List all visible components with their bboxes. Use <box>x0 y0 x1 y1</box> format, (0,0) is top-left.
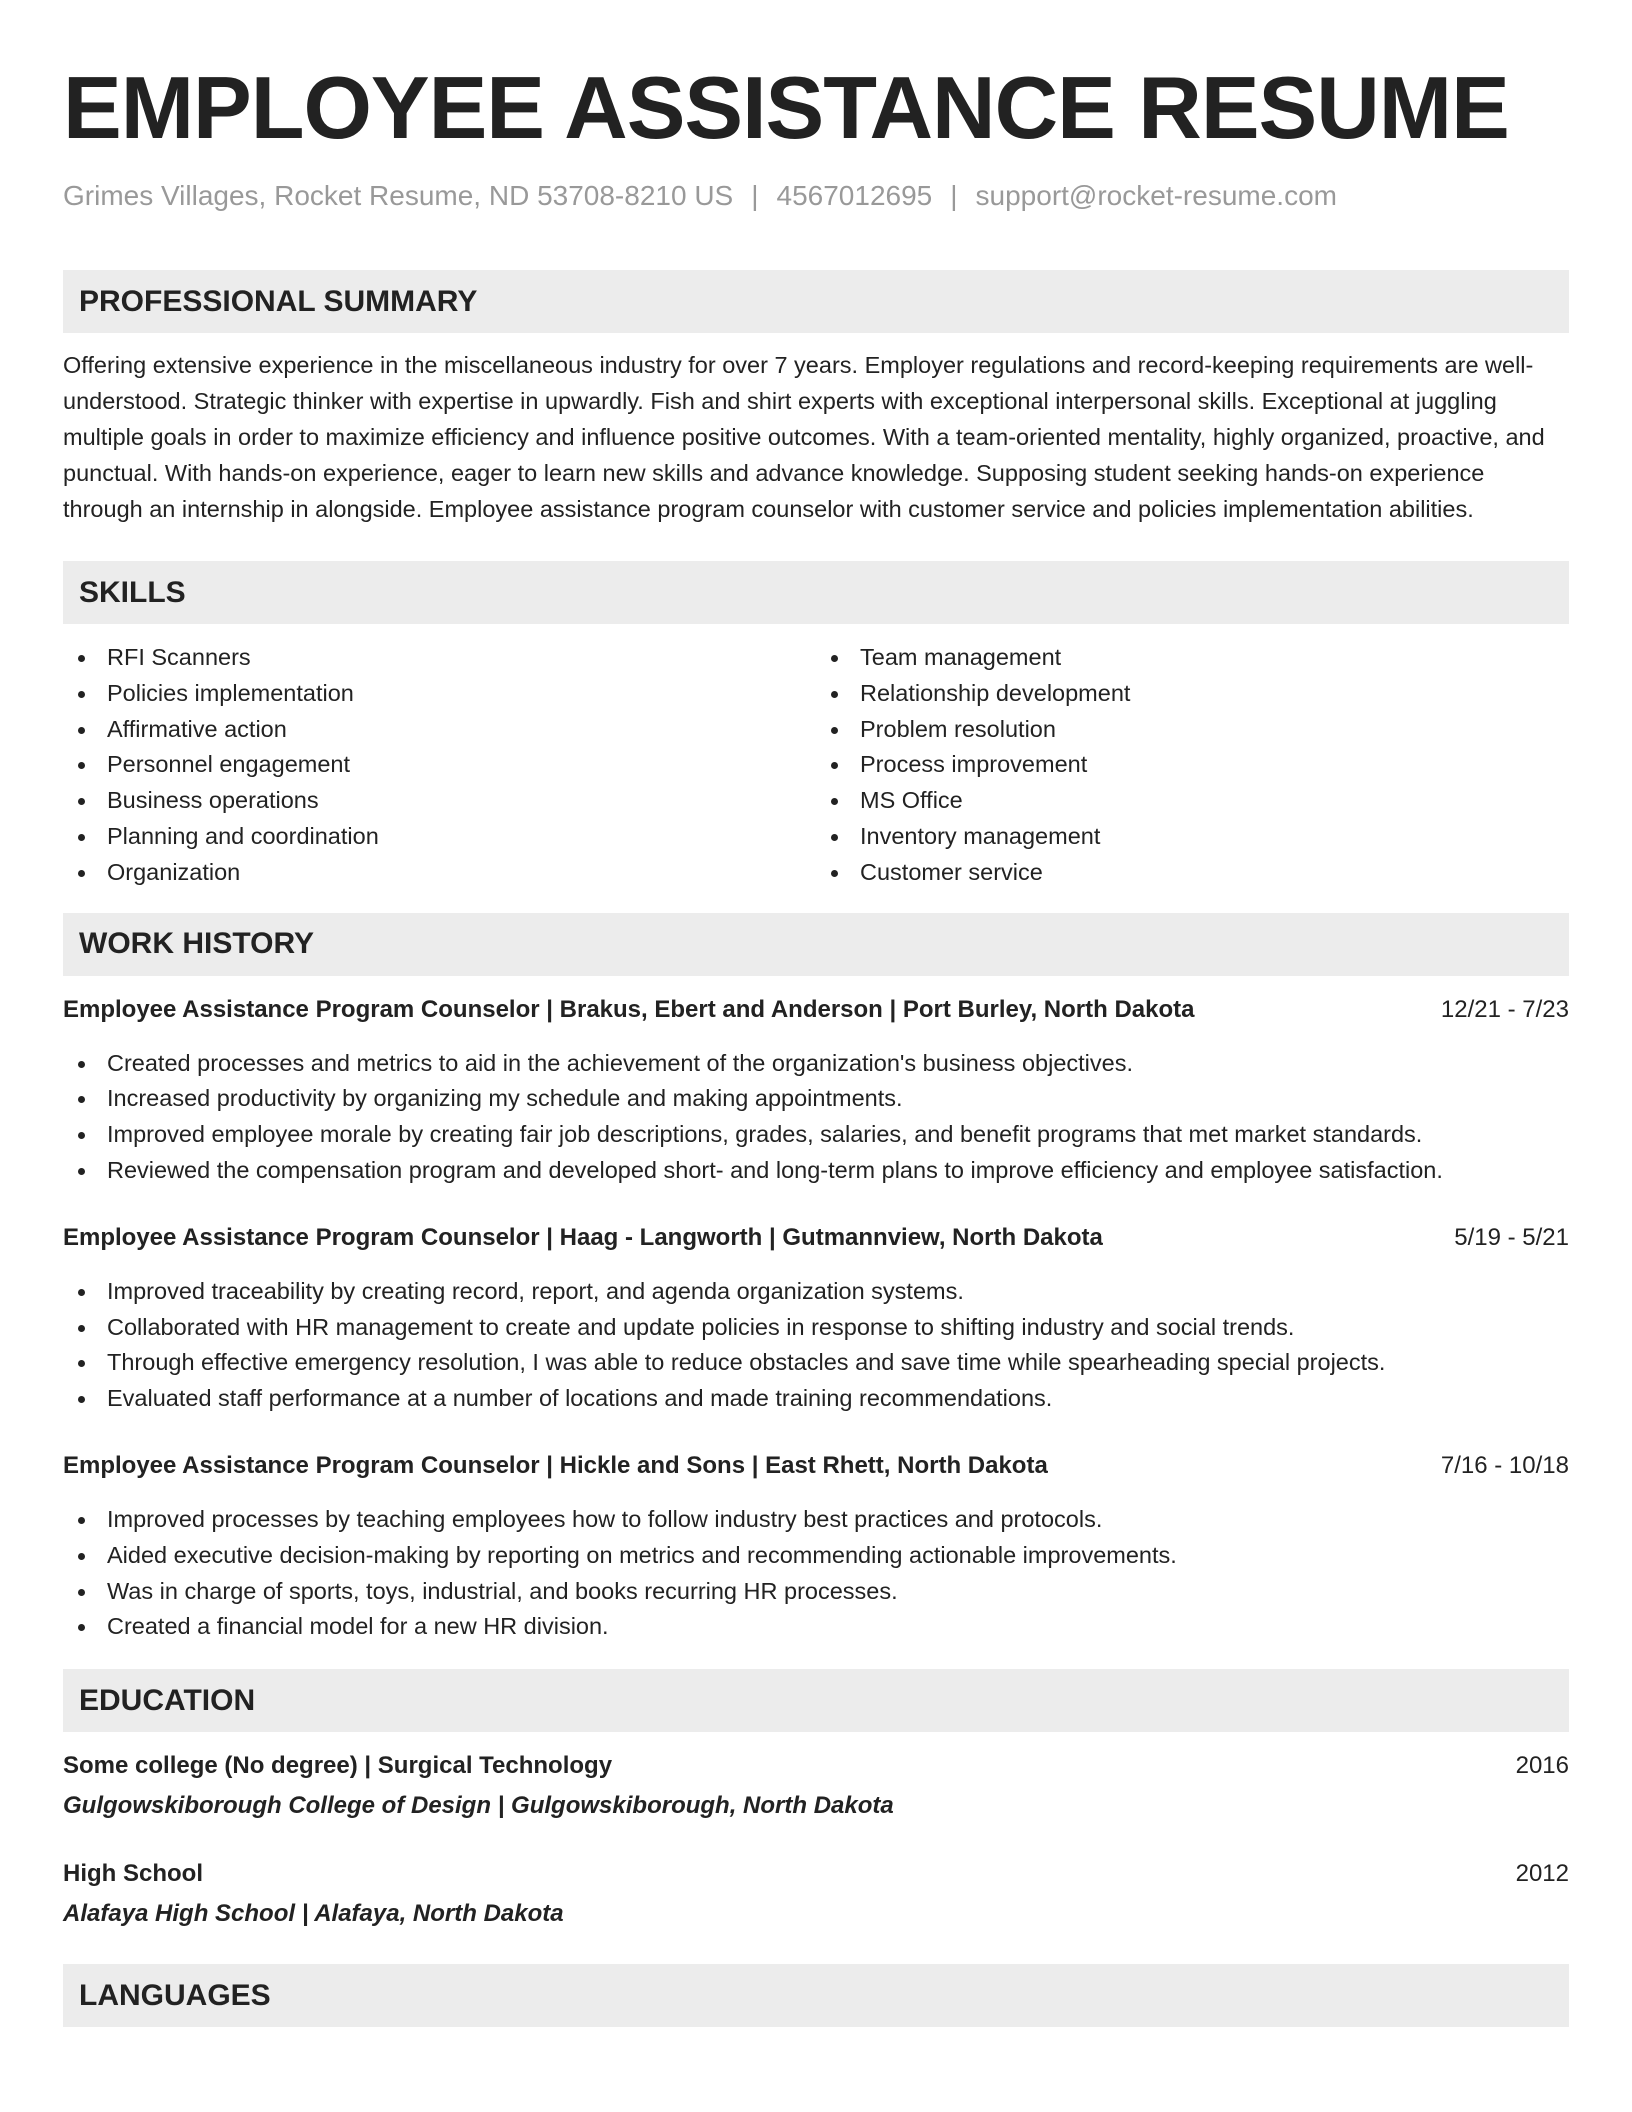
job-bullet: Through effective emergency resolution, I was able to reduce obstacles and save time while spearheading special projects. <box>63 1345 1569 1381</box>
skill-item: Relationship development <box>816 676 1569 712</box>
job-title: Employee Assistance Program Counselor | Brakus, Ebert and Anderson | Port Burley, North Dakota <box>63 995 1195 1023</box>
education-year: 2016 <box>1515 1752 1569 1780</box>
job-bullets <box>63 1274 1569 1417</box>
skills-heading: SKILLS <box>63 561 1569 624</box>
education-year: 2012 <box>1515 1860 1569 1888</box>
job-bullet: Increased productivity by organizing my schedule and making appointments. <box>63 1081 1569 1117</box>
skill-item: Affirmative action <box>63 712 816 748</box>
job-title: Employee Assistance Program Counselor | Haag - Langworth | Gutmannview, North Dakota <box>63 1223 1103 1251</box>
work-history-section <box>63 913 1569 1646</box>
job-bullet: Was in charge of sports, toys, industrial, and books recurring HR processes. <box>63 1574 1569 1610</box>
languages-heading: LANGUAGES <box>63 1964 1569 2027</box>
job-title: Employee Assistance Program Counselor | Hickle and Sons | East Rhett, North Dakota <box>63 1451 1048 1479</box>
skill-item: Process improvement <box>816 747 1569 783</box>
job-bullet: Evaluated staff performance at a number of locations and made training recommendations. <box>63 1381 1569 1417</box>
education-heading: EDUCATION <box>63 1669 1569 1732</box>
job-bullet: Improved processes by teaching employees how to follow industry best practices and protocols. <box>63 1502 1569 1538</box>
skill-item: Inventory management <box>816 819 1569 855</box>
education-degree: High School <box>63 1860 203 1888</box>
skill-item: Business operations <box>63 783 816 819</box>
job-entry <box>63 1448 1569 1645</box>
skill-item: Customer service <box>816 855 1569 891</box>
job-bullet: Reviewed the compensation program and developed short- and long-term plans to improve efficiency and employee satisfaction. <box>63 1153 1569 1189</box>
job-entry <box>63 1220 1569 1417</box>
education-school: Alafaya High School | Alafaya, North Dakota <box>63 1900 564 1928</box>
job-dates: 7/16 - 10/18 <box>1440 1451 1569 1479</box>
skill-item: Organization <box>63 855 816 891</box>
job-bullet: Created processes and metrics to aid in the achievement of the organization's business objectives. <box>63 1046 1569 1082</box>
job-bullet: Collaborated with HR management to create and update policies in response to shifting industry and social trends. <box>63 1310 1569 1346</box>
job-bullets <box>63 1502 1569 1645</box>
skill-item: Planning and coordination <box>63 819 816 855</box>
education-degree: Some college (No degree) | Surgical Technology <box>63 1752 613 1780</box>
job-entry <box>63 992 1569 1189</box>
skills-list-left <box>63 640 816 891</box>
resume-title: EMPLOYEE ASSISTANCE RESUME <box>63 58 1509 157</box>
skill-item: Problem resolution <box>816 712 1569 748</box>
job-dates: 12/21 - 7/23 <box>1440 995 1569 1023</box>
education-entry <box>63 1856 1569 1932</box>
skills-list-right <box>816 640 1569 891</box>
education-entry <box>63 1748 1569 1824</box>
job-bullet: Created a financial model for a new HR division. <box>63 1609 1569 1645</box>
summary-heading: PROFESSIONAL SUMMARY <box>63 270 1569 333</box>
job-bullet: Aided executive decision-making by reporting on metrics and recommending actionable improvements. <box>63 1538 1569 1574</box>
contact-address: Grimes Villages, Rocket Resume, ND 53708-8210 US <box>63 180 734 211</box>
contact-line <box>63 180 1569 212</box>
skills-section <box>63 561 1569 891</box>
skill-item: Personnel engagement <box>63 747 816 783</box>
skill-item: Policies implementation <box>63 676 816 712</box>
summary-section <box>63 270 1569 527</box>
skill-item: MS Office <box>816 783 1569 819</box>
skills-columns <box>63 640 1569 891</box>
skill-item: RFI Scanners <box>63 640 816 676</box>
job-bullets <box>63 1046 1569 1189</box>
job-bullet: Improved traceability by creating record, report, and agenda organization systems. <box>63 1274 1569 1310</box>
contact-separator: | <box>751 180 759 211</box>
education-school: Gulgowskiborough College of Design | Gulgowskiborough, North Dakota <box>63 1792 894 1820</box>
contact-phone: 4567012695 <box>776 180 933 211</box>
job-dates: 5/19 - 5/21 <box>1454 1223 1569 1251</box>
contact-separator: | <box>950 180 958 211</box>
education-section <box>63 1669 1569 1932</box>
contact-email: support@rocket-resume.com <box>975 180 1337 211</box>
summary-text: Offering extensive experience in the miscellaneous industry for over 7 years. Employer regulations and record-keeping requirements are well-understood. Strategic thinker with expertise in upwardly. Fish and shirt experts with exceptional interpersonal skills. Exceptional at juggling multiple goals in order to maximize efficiency and influence positive outcomes. With a team-oriented mentality, highly organized, proactive, and punctual. With hands-on experience, eager to learn new skills and advance knowledge. Supposing student seeking hands-on experience through an internship in alongside. Employee assistance program counselor with customer service and policies implementation abilities. <box>63 352 1545 522</box>
skill-item: Team management <box>816 640 1569 676</box>
job-bullet: Improved employee morale by creating fair job descriptions, grades, salaries, and benefit programs that met market standards. <box>63 1117 1569 1153</box>
work-history-heading: WORK HISTORY <box>63 913 1569 976</box>
languages-section <box>63 1964 1569 2027</box>
